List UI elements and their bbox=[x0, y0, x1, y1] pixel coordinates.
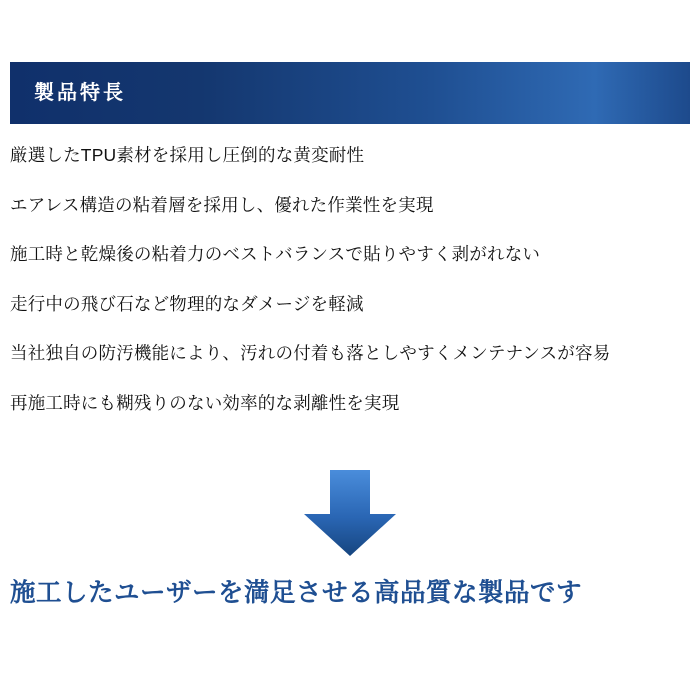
down-arrow-icon bbox=[302, 470, 398, 556]
list-item: 厳選したTPU素材を採用し圧倒的な黄変耐性 bbox=[10, 145, 365, 165]
feature-list bbox=[10, 145, 690, 442]
section-header-bar bbox=[10, 62, 690, 124]
list-item: 走行中の飛び石など物理的なダメージを軽減 bbox=[10, 293, 364, 314]
list-item: 再施工時にも糊残りのない効率的な剥離性を実現 bbox=[10, 392, 400, 413]
summary-statement: 施工したユーザーを満足させる高品質な製品です bbox=[10, 579, 583, 607]
list-item: エアレス構造の粘着層を採用し、優れた作業性を実現 bbox=[10, 194, 434, 215]
arrow-container bbox=[0, 470, 700, 556]
page-title: 製品特長 bbox=[34, 82, 126, 104]
list-item: 当社独自の防汚機能により、汚れの付着も落としやすくメンテナンスが容易 bbox=[10, 343, 611, 363]
list-item: 施工時と乾燥後の粘着力のベストバランスで貼りやすく剥がれない bbox=[10, 244, 541, 264]
